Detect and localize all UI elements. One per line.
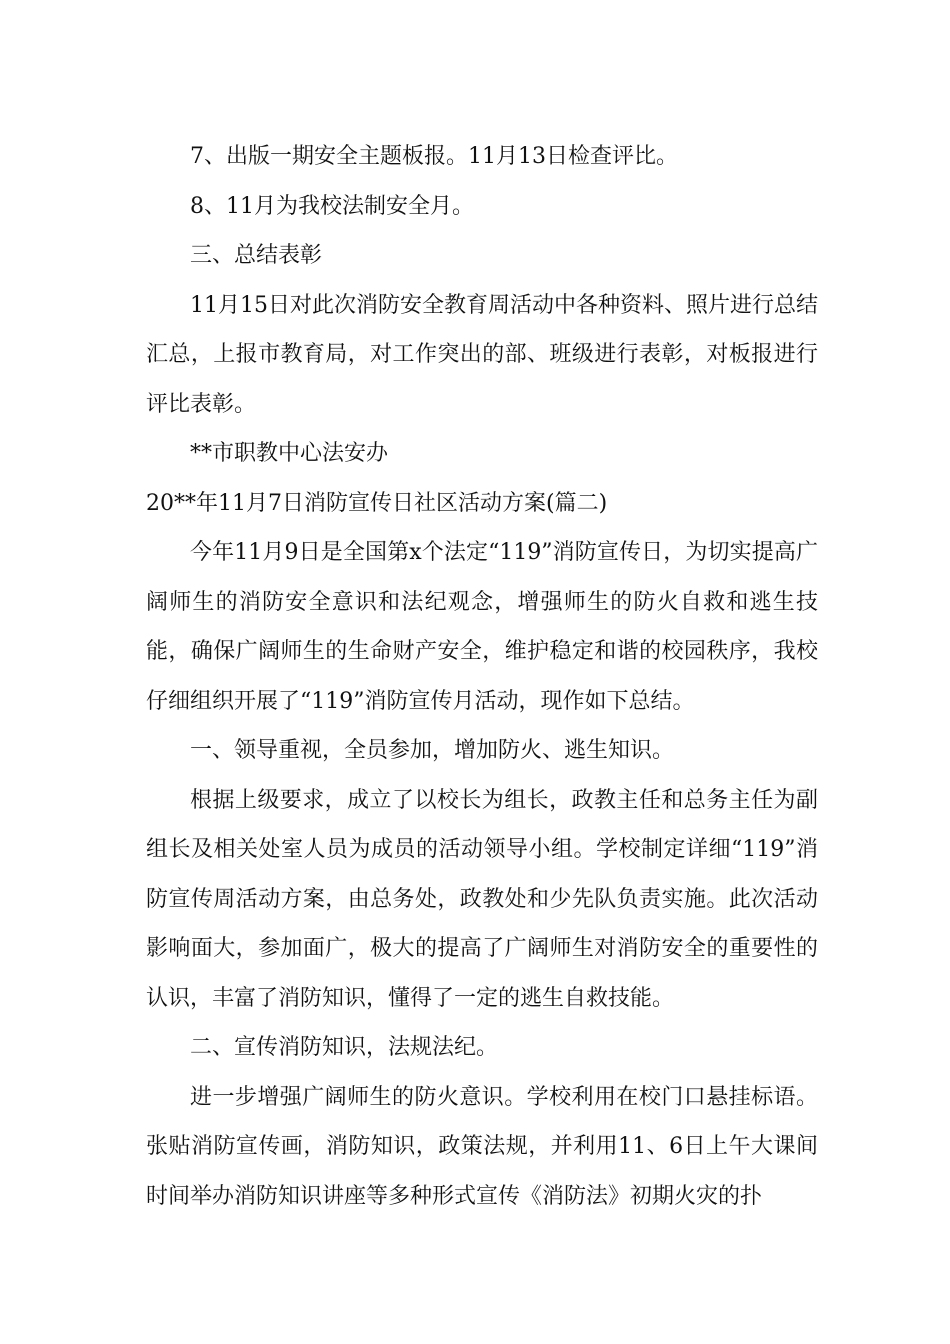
paragraph-intro: 今年11月9日是全国第x个法定“119”消防宣传日，为切实提高广阔师生的消防安全意识和法纪观念，增强师生的防火自救和逃生技能，确保广阔师生的生命财产安全，维护稳定和谐的校园秩序，我校仔细组织开展了“119”消防宣传月活动，现作如下总结。 (146, 540, 818, 714)
section-heading-summary: 三、总结表彰 (190, 243, 323, 268)
paragraph-leadership: 根据上级要求，成立了以校长为组长，政教主任和总务主任为副组长及相关处室人员为成员的活动领导小组。学校制定详细“119”消防宣传周活动方案，由总务处，政教处和少先队负责实施。此次活动影响面大，参加面广，极大的提高了广阔师生对消防安全的重要性的认识，丰富了消防知识，懂得了一定的逃生自救技能。 (146, 787, 818, 1011)
paragraph-item-8: 8、11月为我校法制安全月。 (190, 193, 474, 219)
article-title-part-two: 20**年11月7日消防宣传日社区活动方案(篇二) (146, 490, 608, 516)
paragraph-item-7: 7、出版一期安全主题板报。11月13日检查评比。 (190, 144, 678, 169)
document-body (146, 132, 818, 1221)
section-heading-leadership: 一、领导重视，全员参加，增加防火、逃生知识。 (190, 738, 675, 763)
section-heading-publicity: 二、宣传消防知识，法规法纪。 (190, 1035, 499, 1060)
paragraph-summary: 11月15日对此次消防安全教育周活动中各种资料、照片进行总结汇总，上报市教育局，对工作突出的部、班级进行表彰，对板报进行评比表彰。 (146, 292, 818, 417)
paragraph-publicity: 进一步增强广阔师生的防火意识。学校利用在校门口悬挂标语。张贴消防宣传画，消防知识，政策法规，并利用11、6日上午大课间时间举办消防知识讲座等多种形式宣传《消防法》初期火灾的扑 (146, 1084, 818, 1209)
signature-office: **市职教中心法安办 (190, 441, 389, 466)
